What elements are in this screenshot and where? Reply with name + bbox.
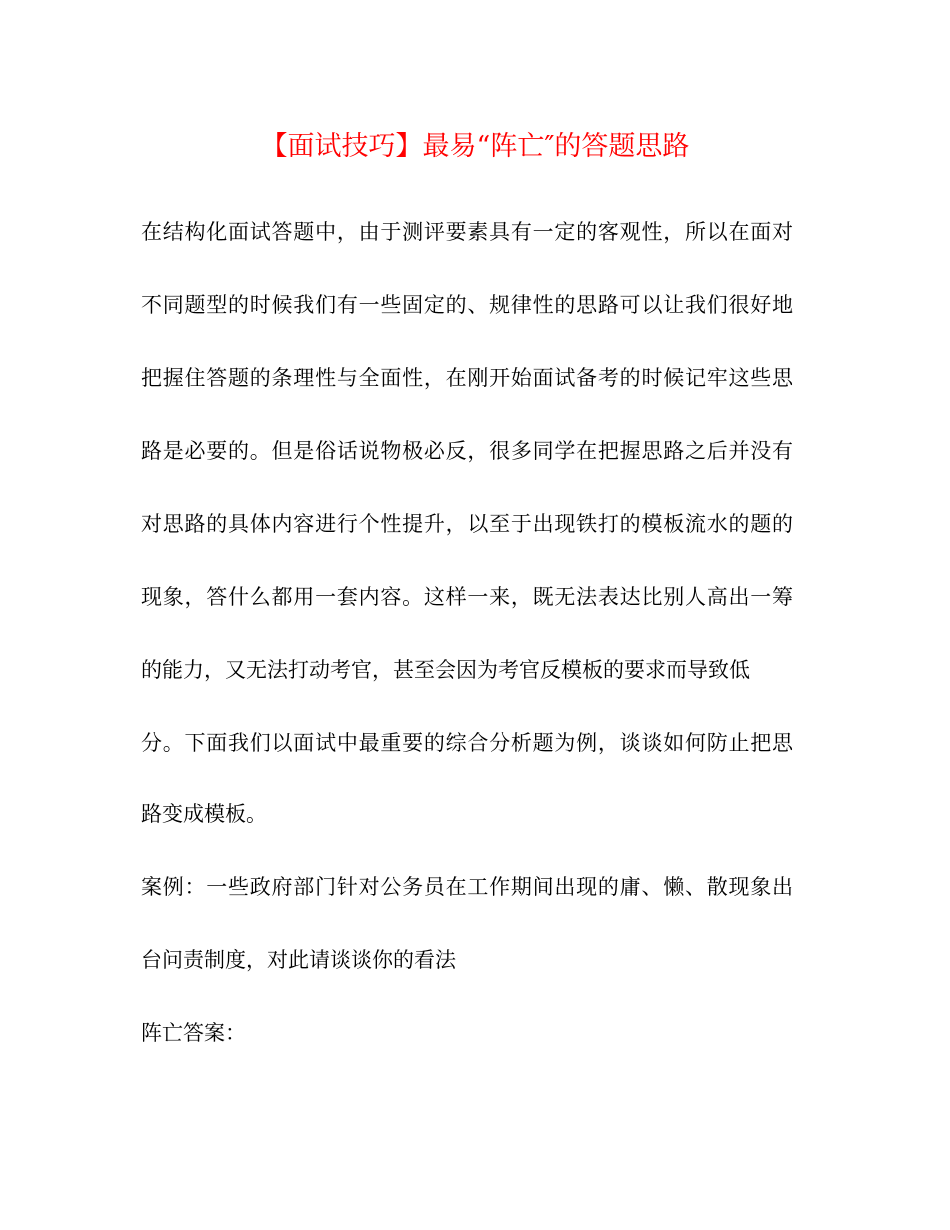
paragraph-line: 分。下面我们以面试中最重要的综合分析题为例，谈谈如何防止把思 [141,731,793,755]
paragraph-line: 路是必要的。但是俗话说物极必反，很多同学在把握思路之后并没有 [141,439,793,463]
paragraph-line: 现象，答什么都用一套内容。这样一来，既无法表达比别人高出一筹 [141,585,793,609]
answer-label: 阵亡答案： [141,1021,246,1045]
paragraph-line: 不同题型的时候我们有一些固定的、规律性的思路可以让我们很好地 [141,293,793,317]
paragraph-line: 路变成模板。 [141,802,267,826]
paragraph-line: 的能力，又无法打动考官，甚至会因为考官反模板的要求而导致低 [141,658,750,682]
paragraph-line: 对思路的具体内容进行个性提升，以至于出现铁打的模板流水的题的 [141,512,793,536]
paragraph-line: 在结构化面试答题中，由于测评要素具有一定的客观性，所以在面对 [141,220,793,244]
case-line: 台问责制度，对此请谈谈你的看法 [141,948,456,972]
case-line: 案例：一些政府部门针对公务员在工作期间出现的庸、懒、散现象出 [141,875,793,899]
paragraph-line: 把握住答题的条理性与全面性，在刚开始面试备考的时候记牢这些思 [141,366,793,390]
document-title: 【面试技巧】最易“阵亡″的答题思路 [260,131,690,162]
